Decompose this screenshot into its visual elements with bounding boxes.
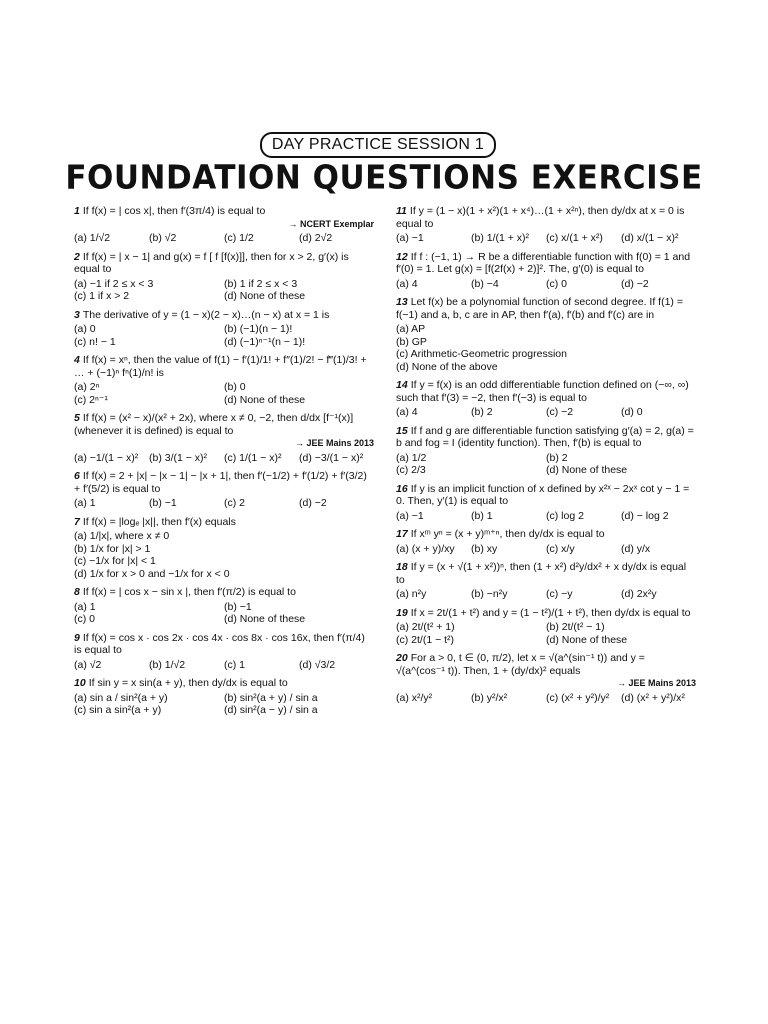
- option-d: (d) −2: [621, 277, 649, 290]
- question-stem: [396, 652, 696, 690]
- question-stem: [396, 205, 696, 230]
- question-number: 14: [396, 379, 408, 391]
- question-stem: [74, 677, 374, 690]
- option-d: (d) (x² + y²)/x²: [621, 691, 685, 704]
- option-a: (a) 0: [74, 323, 96, 335]
- option-b: (b) 3/(1 − x)²: [149, 451, 208, 464]
- question-text: If f(x) = | x − 1| and g(x) = f [ f [f(x)]], then for x > 2, g′(x) is equal to: [74, 250, 349, 275]
- option-c: (c) 1: [224, 658, 245, 671]
- page-title: FOUNDATION QUESTIONS EXERCISE: [65, 159, 703, 197]
- option-b: (b) 2: [546, 451, 568, 464]
- exam-reference: → JEE Mains 2013: [294, 438, 374, 448]
- question-20: [396, 652, 696, 704]
- options: [74, 381, 374, 406]
- question-5: [74, 412, 374, 464]
- option-c: (c) Arithmetic-Geometric progression: [396, 348, 567, 360]
- option-d: (d) None of these: [224, 613, 306, 625]
- question-16: [396, 483, 696, 523]
- options: [74, 530, 374, 580]
- left-column: [74, 205, 374, 723]
- option-c: (c) sin a sin²(a + y): [74, 704, 162, 716]
- question-text: If f(x) = |logₑ |x||, then f′(x) equals: [82, 515, 236, 528]
- option-a: (a) 1/2: [396, 451, 427, 464]
- question-17: [396, 528, 696, 555]
- option-a: (a) −1: [396, 232, 424, 244]
- option-b: (b) y²/x²: [471, 691, 508, 704]
- option-d: (d) None of the above: [396, 360, 498, 373]
- question-stem: [396, 607, 696, 620]
- options: [396, 588, 696, 601]
- question-number: 15: [396, 424, 408, 437]
- option-c: (c) 2ⁿ⁻¹: [74, 393, 108, 406]
- options: [396, 232, 696, 245]
- right-column: [396, 205, 696, 710]
- option-d: (d) None of these: [224, 290, 306, 302]
- option-c: (c) 2/3: [396, 464, 426, 476]
- option-a: (a) 1: [74, 600, 96, 613]
- session-badge: DAY PRACTICE SESSION 1: [260, 132, 496, 158]
- question-10: [74, 677, 374, 717]
- question-stem: [74, 632, 374, 657]
- option-a: (a) 4: [396, 277, 418, 290]
- question-number: 2: [74, 250, 80, 263]
- option-c: (c) 1/(1 − x)²: [224, 451, 282, 464]
- question-number: 13: [396, 296, 408, 308]
- question-3: [74, 309, 374, 349]
- question-13: [396, 296, 696, 373]
- question-text: If f and g are differentiable function satisfying g′(a) = 2, g(a) = b and fog = I (identity function). Then, f′(b) is equal to: [396, 424, 694, 449]
- question-stem: [74, 205, 374, 230]
- options: [74, 452, 374, 465]
- options: [396, 278, 696, 291]
- question-text: If f(x) = (x² − x)/(x² + 2x), where x ≠ 0, −2, then d/dx [f⁻¹(x)] (whenever it is defined) is equal to: [74, 412, 354, 437]
- option-c: (c) log 2: [546, 509, 584, 522]
- question-11: [396, 205, 696, 245]
- option-d: (d) 0: [621, 406, 643, 418]
- options: [396, 452, 696, 477]
- question-text: The derivative of y = (1 − x)(2 − x)…(n − x) at x = 1 is: [82, 308, 330, 321]
- question-stem: [74, 309, 374, 322]
- option-a: (a) n²y: [396, 588, 427, 600]
- option-b: (b) √2: [149, 232, 177, 244]
- question-stem: [396, 561, 696, 586]
- option-c: (c) 0: [546, 277, 567, 290]
- question-stem: [396, 251, 696, 276]
- question-text: If xᵐ yⁿ = (x + y)ᵐ⁺ⁿ, then dy/dx is equal to: [410, 528, 605, 540]
- options: [396, 323, 696, 373]
- option-a: (a) −1 if 2 ≤ x < 3: [74, 277, 154, 290]
- question-number: 18: [396, 561, 408, 573]
- question-number: 9: [74, 631, 80, 644]
- question-text: If x = 2t/(1 + t²) and y = (1 − t²)/(1 + t²), then dy/dx is equal to: [410, 606, 691, 619]
- option-a: (a) −1: [396, 509, 424, 522]
- option-b: (b) sin²(a + y) / sin a: [224, 691, 318, 704]
- option-b: (b) −1: [224, 600, 252, 613]
- question-text: If f(x) = | cos x − sin x |, then f′(π/2) is equal to: [82, 586, 296, 598]
- question-stem: [396, 483, 696, 508]
- options: [396, 692, 696, 705]
- option-d: (d) −2: [299, 497, 327, 509]
- option-a: (a) 4: [396, 406, 418, 418]
- option-b: (b) 2: [471, 406, 493, 418]
- option-c: (c) n! − 1: [74, 335, 116, 348]
- option-a: (a) x²/y²: [396, 691, 433, 704]
- question-9: [74, 632, 374, 672]
- option-a: (a) 1: [74, 497, 96, 509]
- question-text: If f(x) = | cos x|, then f′(3π/4) is equal to: [82, 205, 266, 217]
- question-text: If f(x) = cos x · cos 2x · cos 4x · cos 8x · cos 16x, then f′(π/4) is equal to: [74, 631, 365, 656]
- question-4: [74, 354, 374, 406]
- option-a: (a) sin a / sin²(a + y): [74, 691, 168, 704]
- options: [396, 510, 696, 523]
- question-number: 10: [74, 677, 86, 689]
- option-b: (b) 2t/(t² − 1): [546, 621, 605, 633]
- option-b: (b) 0: [224, 381, 246, 393]
- option-b: (b) −n²y: [471, 588, 508, 600]
- question-number: 4: [74, 354, 80, 366]
- option-c: (c) (x² + y²)/y²: [546, 691, 610, 704]
- option-a: (a) 2ⁿ: [74, 381, 100, 393]
- option-a: (a) 2t/(t² + 1): [396, 621, 455, 633]
- question-stem: [74, 412, 374, 450]
- option-d: (d) (−1)ⁿ⁻¹(n − 1)!: [224, 335, 306, 348]
- option-a: (a) √2: [74, 658, 102, 671]
- question-stem: [396, 528, 696, 541]
- options: [396, 406, 696, 419]
- option-d: (d) 2√2: [299, 232, 333, 244]
- question-number: 1: [74, 205, 80, 217]
- question-text: For a > 0, t ∈ (0, π/2), let x = √(a^(sin⁻¹ t)) and y = √(a^(cos⁻¹ t)). Then, 1 + (dy/dx)² equals: [396, 652, 645, 677]
- question-15: [396, 425, 696, 477]
- options: [74, 659, 374, 672]
- option-d: (d) −3/(1 − x)²: [299, 451, 364, 464]
- option-a: (a) 1/√2: [74, 232, 111, 244]
- question-number: 20: [396, 652, 408, 664]
- question-text: If sin y = x sin(a + y), then dy/dx is equal to: [88, 677, 288, 689]
- question-text: If y is an implicit function of x defined by x²ˣ − 2xˣ cot y − 1 = 0. Then, y′(1) is equal to: [396, 482, 690, 507]
- question-text: If y = (1 − x)(1 + x²)(1 + x⁴)…(1 + x²ⁿ), then dy/dx at x = 0 is equal to: [396, 205, 685, 230]
- question-number: 7: [74, 515, 80, 528]
- options: [74, 323, 374, 348]
- option-a: (a) AP: [396, 323, 426, 335]
- question-text: If y = (x + √(1 + x²))ⁿ, then (1 + x²) d²y/dx² + x dy/dx is equal to: [396, 561, 687, 586]
- option-a: (a) −1/(1 − x)²: [74, 451, 139, 464]
- option-c: (c) 1/2: [224, 232, 254, 244]
- option-c: (c) 0: [74, 613, 95, 625]
- option-c: (c) −y: [546, 588, 573, 600]
- option-c: (c) x/(1 + x²): [546, 232, 603, 244]
- option-c: (c) x/y: [546, 542, 575, 555]
- question-14: [396, 379, 696, 419]
- options: [74, 232, 374, 245]
- option-b: (b) −1: [149, 497, 177, 509]
- options: [396, 543, 696, 556]
- exam-reference: → NCERT Exemplar: [288, 218, 374, 229]
- question-19: [396, 607, 696, 647]
- question-text: If f(x) = xⁿ, then the value of f(1) − f′(1)/1! + f″(1)/2! − f‴(1)/3! + … + (−1)ⁿ fⁿ(1)/n! is: [74, 354, 367, 379]
- question-stem: [396, 296, 696, 321]
- option-b: (b) 1/(1 + x)²: [471, 232, 530, 244]
- option-d: (d) − log 2: [621, 509, 669, 522]
- question-number: 11: [396, 205, 407, 217]
- question-stem: [74, 470, 374, 495]
- question-8: [74, 586, 374, 626]
- question-number: 12: [396, 250, 408, 263]
- question-number: 8: [74, 586, 80, 598]
- question-stem: [396, 379, 696, 404]
- question-stem: [396, 425, 696, 450]
- options: [396, 621, 696, 646]
- option-d: (d) √3/2: [299, 658, 336, 671]
- options: [74, 601, 374, 626]
- option-a: (a) 1/|x|, where x ≠ 0: [74, 530, 170, 542]
- options: [74, 497, 374, 510]
- exam-reference: → JEE Mains 2013: [616, 678, 696, 688]
- question-2: [74, 251, 374, 303]
- option-d: (d) 1/x for x > 0 and −1/x for x < 0: [74, 567, 230, 580]
- option-b: (b) xy: [471, 542, 498, 555]
- question-stem: [74, 251, 374, 276]
- question-stem: [74, 354, 374, 379]
- option-d: (d) 2x²y: [621, 588, 657, 600]
- options: [74, 278, 374, 303]
- option-d: (d) sin²(a − y) / sin a: [224, 704, 318, 716]
- option-d: (d) x/(1 − x)²: [621, 232, 679, 244]
- question-stem: [74, 586, 374, 599]
- option-d: (d) None of these: [546, 633, 628, 646]
- option-d: (d) None of these: [546, 464, 628, 476]
- question-text: If y = f(x) is an odd differentiable function defined on (−∞, ∞) such that f′(3) = −2, then f′(−3) is equal to: [396, 379, 689, 404]
- options: [74, 692, 374, 717]
- option-b: (b) GP: [396, 335, 427, 348]
- question-stem: [74, 516, 374, 529]
- option-b: (b) −4: [471, 277, 499, 290]
- question-text: If f : (−1, 1) → R be a differentiable function with f(0) = 1 and f′(0) = 1. Let g(x) = [f(2f(x) + 2)]². The, g′(0) is equal to: [396, 250, 691, 275]
- option-c: (c) −1/x for |x| < 1: [74, 555, 156, 567]
- option-b: (b) 1: [471, 509, 493, 522]
- question-18: [396, 561, 696, 601]
- question-number: 3: [74, 308, 80, 321]
- question-text: Let f(x) be a polynomial function of second degree. If f(1) = f(−1) and a, b, c are in AP, then f′(a), f′(b) and f′(c) are in: [396, 296, 683, 321]
- option-b: (b) 1/√2: [149, 658, 186, 671]
- option-d: (d) None of these: [224, 393, 306, 406]
- option-d: (d) y/x: [621, 542, 651, 555]
- question-number: 19: [396, 606, 408, 619]
- question-number: 16: [396, 482, 408, 495]
- option-c: (c) −2: [546, 406, 574, 418]
- question-text: If f(x) = 2 + |x| − |x − 1| − |x + 1|, then f′(−1/2) + f′(1/2) + f′(3/2) + f′(5/2) is equal to: [74, 470, 367, 495]
- question-7: [74, 516, 374, 581]
- question-number: 5: [74, 412, 80, 424]
- option-b: (b) 1 if 2 ≤ x < 3: [224, 277, 298, 290]
- option-c: (c) 2: [224, 497, 245, 509]
- option-c: (c) 1 if x > 2: [74, 290, 130, 302]
- option-b: (b) (−1)(n − 1)!: [224, 323, 293, 335]
- option-c: (c) 2t/(1 − t²): [396, 633, 455, 646]
- question-6: [74, 470, 374, 510]
- option-a: (a) (x + y)/xy: [396, 542, 455, 555]
- option-b: (b) 1/x for |x| > 1: [74, 542, 151, 555]
- question-number: 17: [396, 528, 408, 540]
- question-number: 6: [74, 470, 80, 482]
- question-1: [74, 205, 374, 245]
- question-12: [396, 251, 696, 291]
